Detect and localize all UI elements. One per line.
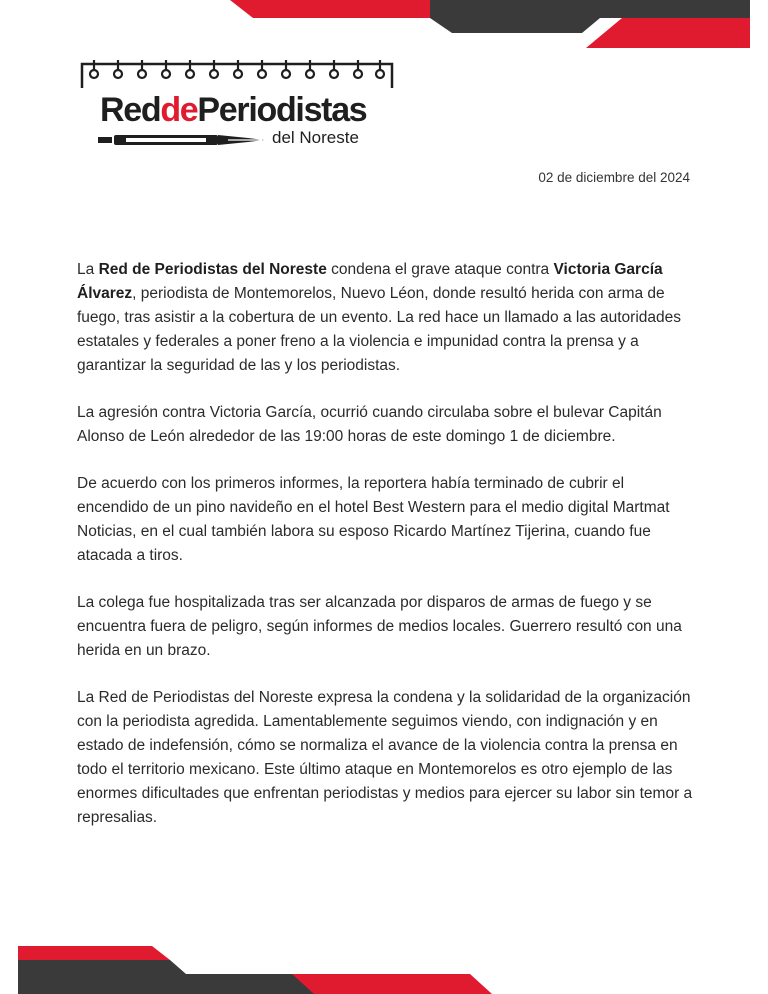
paragraph-1	[77, 258, 697, 378]
paragraph-3: De acuerdo con los primeros informes, la reportera había terminado de cubrir el encendido de un pino navideño en el hotel Best Western para el medio digital Martmat Noticias, en el cual también labora su esposo Ricardo Martínez Tijerina, cuando fue atacada a tiros.	[77, 475, 670, 564]
logo-subtitle: del Noreste	[272, 128, 359, 147]
footer-dark-band	[18, 960, 342, 994]
logo-word-de: de	[160, 91, 198, 129]
logo-word-red: Red	[100, 91, 161, 129]
paragraph-1-bold-victim: Victoria García Álvarez	[77, 261, 663, 302]
document-body	[77, 258, 697, 853]
paragraph-1-text-c: , periodista de Montemorelos, Nuevo Léon, donde resultó herida con arma de fuego, tras asistir a la cobertura de un evento. La red hace un llamado a las autoridades estatales y federales a poner freno a la violencia e impunidad contra la prensa y a garantizar la seguridad de las y los periodistas.	[77, 285, 682, 374]
header-decoration	[0, 0, 768, 55]
pen-nib-icon	[98, 132, 268, 148]
paragraph-1-text-b: condena el grave ataque contra	[326, 261, 554, 278]
header-red-band-2	[586, 18, 750, 48]
logo-wordmark	[100, 91, 366, 130]
footer-red-band-2	[292, 974, 492, 994]
paragraph-1-bold-organization: Red de Periodistas del Noreste	[98, 261, 327, 278]
paragraph-5: La Red de Periodistas del Noreste expresa la condena y la solidaridad de la organización con la periodista agredida. Lamentablemente seguimos viendo, con indignación y en estado de indefensión, cómo se normaliza el avance de la violencia contra la prensa en todo el territorio mexicano. Este último ataque en Montemorelos es otro ejemplo de las enormes dificultades que enfrentan periodistas y medios para ejercer su labor sin temor a represalias.	[77, 689, 693, 826]
footer-decoration	[0, 940, 768, 994]
organization-logo	[80, 58, 400, 158]
paragraph-1-text-a: La	[77, 261, 99, 278]
logo-word-periodistas: Periodistas	[197, 91, 367, 129]
document-date: 02 de diciembre del 2024	[538, 170, 690, 185]
paragraph-4: La colega fue hospitalizada tras ser alcanzada por disparos de armas de fuego y se encuentra fuera de peligro, según informes de medios locales. Guerrero resultó con una herida en un brazo.	[77, 594, 682, 659]
footer-red-band	[18, 946, 170, 960]
paragraph-2: La agresión contra Victoria García, ocurrió cuando circulaba sobre el bulevar Capitán Alonso de León alrededor de las 19:00 horas de este domingo 1 de diciembre.	[77, 404, 662, 445]
